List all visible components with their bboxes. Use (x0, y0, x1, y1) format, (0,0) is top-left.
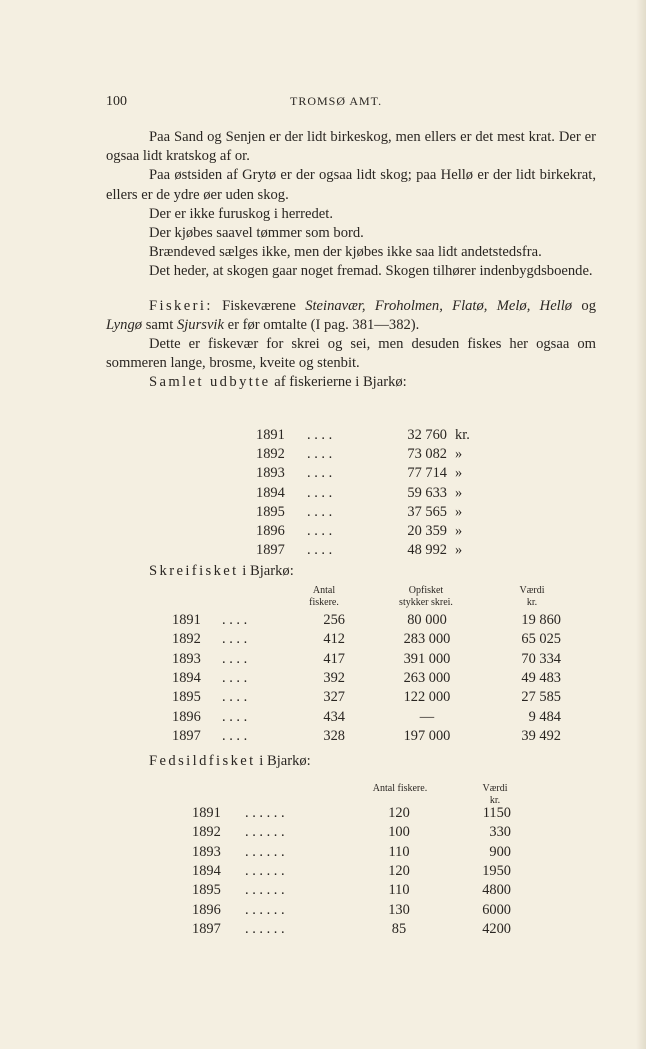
col-header-line: stykker skrei. (399, 597, 453, 608)
col-header-line: fiskere. (309, 597, 339, 608)
verdi-cell: 27 585 (521, 689, 561, 706)
paragraph: Paa østsiden af Grytø er der ogsaa lidt skog; paa Hellø er der lidt birkekrat, ellers er de ydre øer uden skog. (106, 167, 596, 203)
leader-dots: . . . . (222, 689, 248, 706)
verdi-cell: 330 (489, 824, 511, 841)
skrei-cell: 283 000 (403, 631, 451, 648)
leader-dots: . . . . (307, 484, 333, 501)
year-cell: 1897 (256, 542, 285, 559)
verdi-cell: 1150 (482, 805, 511, 821)
unit-cell: » (455, 446, 463, 463)
fiskere-cell: 328 (323, 727, 345, 744)
leader-dots: . . . . . . (245, 862, 285, 879)
fedsild-col-verdi-header (470, 783, 520, 807)
fiskere-cell: 327 (323, 689, 345, 706)
italic-run: Sjursvik (176, 316, 224, 333)
paragraph-fiskeri (106, 297, 596, 335)
verdi-cell: 900 (489, 843, 511, 860)
leader-dots: . . . . (307, 427, 333, 443)
running-title: TROMSØ AMT. (290, 94, 383, 108)
year-cell: 1891 (192, 805, 221, 821)
fiskere-cell: 130 (388, 901, 410, 918)
year-cell: 1892 (172, 631, 201, 648)
skrei-cell: 263 000 (403, 669, 451, 686)
unit-cell: » (455, 484, 463, 501)
leader-dots: . . . . (307, 503, 333, 520)
year-cell: 1894 (192, 862, 221, 879)
italic-run: Lyngø (106, 316, 143, 333)
page-edge (636, 0, 646, 1049)
fiskere-cell: 110 (388, 882, 410, 899)
paragraph: Der er ikke furuskog i herredet. (149, 205, 333, 222)
skrei-col-fiskere-header (294, 585, 354, 609)
year-cell: 1892 (192, 824, 221, 841)
leader-dots: . . . . (222, 727, 248, 744)
verdi-cell: 4800 (482, 882, 511, 899)
fiskere-cell: 100 (388, 824, 410, 841)
text-run: i Bjarkø: (255, 753, 311, 769)
value-cell: 48 992 (407, 542, 447, 559)
fedsild-col-fiskere-header: Antal fiskere. (372, 783, 428, 794)
leader-dots: . . . . . . (245, 843, 285, 860)
body-text (106, 128, 596, 393)
text-run: er før omtalte (I pag. 381—382). (223, 316, 420, 333)
year-cell: 1897 (172, 727, 201, 744)
value-cell: 59 633 (407, 484, 447, 501)
skrei-cell: 122 000 (403, 689, 451, 706)
spaced-heading: Skreifisket (149, 563, 239, 579)
skrei-cell: 197 000 (403, 727, 451, 744)
paragraph: Det heder, at skogen gaar noget fremad. Skogen tilhører indenbygdsboende. (149, 263, 593, 280)
leader-dots: . . . . (222, 631, 248, 648)
page-header (106, 94, 596, 110)
col-header-line: Værdi (482, 783, 508, 794)
leader-dots: . . . . . . (245, 901, 285, 918)
year-cell: 1897 (192, 920, 221, 937)
col-header-line: Opfisket (408, 585, 444, 596)
spaced-heading: Fiskeri: (149, 297, 213, 314)
year-cell: 1896 (172, 708, 201, 725)
verdi-cell: 1950 (482, 862, 511, 879)
fiskere-cell: 392 (323, 669, 345, 686)
year-cell: 1896 (256, 523, 285, 539)
value-cell: 77 714 (407, 465, 447, 482)
verdi-cell: 70 334 (521, 650, 561, 667)
fiskere-cell: 120 (388, 862, 410, 879)
skrei-cell: 80 000 (407, 612, 447, 628)
leader-dots: . . . . . . (245, 920, 285, 937)
leader-dots: . . . . . . (245, 824, 285, 841)
year-cell: 1893 (172, 650, 201, 667)
leader-dots: . . . . (307, 542, 333, 559)
paragraph: Paa Sand og Senjen er der lidt birkeskog, men ellers er det mest krat. Der er ogsaa lidt kratskog af or. (106, 129, 596, 165)
paragraph: Dette er fiskevær for skrei og sei, men desuden fiskes her ogsaa om sommeren lange, brosme, kveite og stenbit. (106, 336, 596, 372)
verdi-cell: 9 484 (528, 708, 561, 725)
page-number: 100 (106, 94, 127, 109)
year-cell: 1896 (192, 901, 221, 918)
year-cell: 1891 (256, 427, 285, 443)
italic-run: Steinavær, Froholmen, Flatø, Melø, Hellø (305, 297, 573, 314)
fedsild-heading (149, 753, 311, 770)
spaced-heading: Samlet udbytte (149, 374, 271, 391)
paragraph: Brændeved sælges ikke, men der kjøbes ikke saa lidt andetstedsfra. (149, 244, 542, 261)
skrei-cell: — (419, 708, 435, 725)
fiskere-cell: 120 (388, 805, 410, 821)
year-cell: 1891 (172, 612, 201, 628)
year-cell: 1893 (256, 465, 285, 482)
leader-dots: . . . . (307, 523, 333, 539)
paragraph: Der kjøbes saavel tømmer som bord. (149, 225, 364, 242)
leader-dots: . . . . (307, 465, 333, 482)
leader-dots: . . . . (222, 669, 248, 686)
value-cell: 20 359 (407, 523, 447, 539)
verdi-cell: 19 860 (521, 612, 561, 628)
text-run: Fiskeværene (212, 297, 306, 314)
verdi-cell: 65 025 (521, 631, 561, 648)
fiskere-cell: 85 (391, 920, 407, 937)
paragraph-samlet (106, 373, 596, 392)
fiskere-cell: 256 (323, 612, 345, 628)
leader-dots: . . . . (222, 708, 248, 725)
value-cell: 37 565 (407, 503, 447, 520)
leader-dots: . . . . . . (245, 882, 285, 899)
year-cell: 1893 (192, 843, 221, 860)
verdi-cell: 49 483 (521, 669, 561, 686)
skrei-col-skrei-header (371, 585, 481, 609)
unit-cell: » (455, 542, 463, 559)
skrei-col-verdi-header (502, 585, 562, 609)
verdi-cell: 6000 (482, 901, 511, 918)
value-cell: 32 760 (407, 427, 447, 443)
fiskere-cell: 417 (323, 650, 345, 667)
leader-dots: . . . . (307, 446, 333, 463)
leader-dots: . . . . (222, 612, 248, 628)
year-cell: 1895 (192, 882, 221, 899)
col-header-line: kr. (526, 597, 538, 608)
verdi-cell: 4200 (482, 920, 511, 937)
skrei-cell: 391 000 (403, 650, 451, 667)
year-cell: 1894 (172, 669, 201, 686)
year-cell: 1892 (256, 446, 285, 463)
year-cell: 1894 (256, 484, 285, 501)
fiskere-cell: 110 (388, 843, 410, 860)
col-header-line: Værdi (519, 585, 545, 596)
text-run: i Bjarkø: (238, 563, 294, 579)
col-header-line: kr. (489, 795, 501, 806)
unit-cell: kr. (455, 427, 470, 443)
text-run: og (572, 297, 596, 314)
unit-cell: » (455, 503, 463, 520)
spaced-heading: Fedsildfisket (149, 753, 256, 769)
value-cell: 73 082 (407, 446, 447, 463)
year-cell: 1895 (172, 689, 201, 706)
fiskere-cell: 412 (323, 631, 345, 648)
unit-cell: » (455, 523, 463, 539)
unit-cell: » (455, 465, 463, 482)
text-run: af fiskerierne i Bjarkø: (270, 374, 407, 391)
leader-dots: . . . . . . (245, 805, 285, 821)
year-cell: 1895 (256, 503, 285, 520)
verdi-cell: 39 492 (521, 727, 561, 744)
skrei-heading (149, 563, 294, 580)
leader-dots: . . . . (222, 650, 248, 667)
col-header-line: Antal (312, 585, 336, 596)
text-run: samt (142, 316, 177, 333)
fiskere-cell: 434 (323, 708, 345, 725)
